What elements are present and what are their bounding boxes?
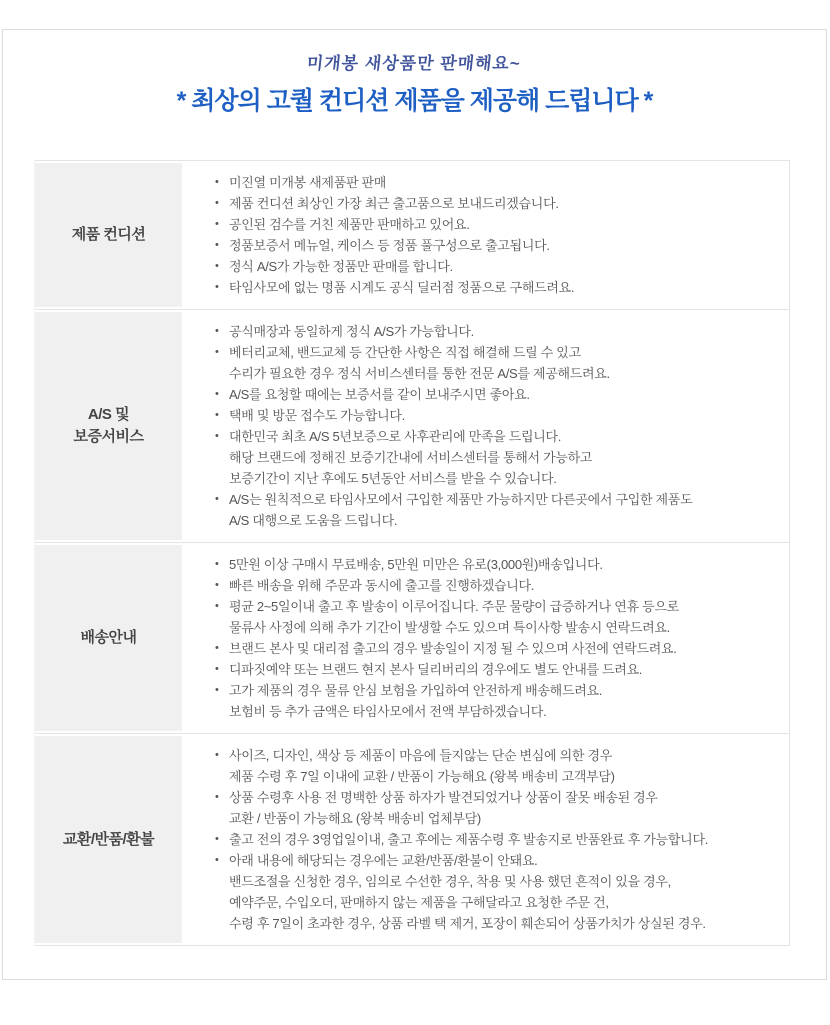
list-item-line: 아래 내용에 해당되는 경우에는 교환/반품/환불이 안돼요. xyxy=(229,853,538,868)
list-item xyxy=(215,829,773,850)
list-item-line: 제품 수령 후 7일 이내에 교환 / 반품이 가능해요 (왕복 배송비 고객부담) xyxy=(229,769,615,784)
page-title: * 최상의 고퀄 컨디션 제품을 제공해 드립니다 * xyxy=(176,87,653,115)
list-item-line: 평균 2~5일이내 출고 후 발송이 이루어집니다. 주문 물량이 급증하거나 연휴 등으로 xyxy=(229,599,679,614)
list-item xyxy=(215,659,773,680)
list-item-line: 5만원 이상 구매시 무료배송, 5만원 미만은 유로(3,000원)배송입니다. xyxy=(229,557,603,572)
row-label xyxy=(35,734,182,945)
bullet-list xyxy=(215,745,773,934)
list-item-line: 타임사모에 없는 명품 시계도 공식 딜러점 정품으로 구해드려요. xyxy=(229,280,575,295)
bullet-icon: • xyxy=(215,600,219,612)
list-item xyxy=(215,554,773,575)
bullet-icon: • xyxy=(215,260,219,272)
bullet-icon: • xyxy=(215,218,219,230)
list-item-line: 빠른 배송을 위해 주문과 동시에 출고를 진행하겠습니다. xyxy=(229,578,535,593)
list-item-line: 보증기간이 지난 후에도 5년동안 서비스를 받을 수 있습니다. xyxy=(229,471,557,486)
bullet-list xyxy=(215,321,773,531)
row-content xyxy=(182,161,789,309)
list-item xyxy=(215,850,773,934)
list-item xyxy=(215,787,773,829)
bullet-icon: • xyxy=(215,684,219,696)
list-item-line: 대한민국 최초 A/S 5년보증으로 사후관리에 만족을 드립니다. xyxy=(229,429,562,444)
list-item xyxy=(215,342,773,384)
list-item-line: 수령 후 7일이 초과한 경우, 상품 라벨 택 제거, 포장이 훼손되어 상품가치가 상실된 경우. xyxy=(229,916,706,931)
row-label-line: 제품 컨디션 xyxy=(71,226,146,243)
list-item-line: 베터리교체, 밴드교체 등 간단한 사항은 직접 해결해 드릴 수 있고 xyxy=(229,345,581,360)
bullet-icon: • xyxy=(215,579,219,591)
row-label xyxy=(35,161,182,309)
row-label-line: A/S 및 xyxy=(87,406,130,423)
list-item-line: 제품 컨디션 최상인 가장 최근 출고품으로 보내드리겠습니다. xyxy=(229,196,559,211)
list-item xyxy=(215,256,773,277)
list-item-line: 정품보증서 메뉴얼, 케이스 등 정품 풀구성으로 출고됩니다. xyxy=(229,238,550,253)
list-item-line: 택배 및 방문 접수도 가능합니다. xyxy=(229,408,405,423)
list-item xyxy=(215,384,773,405)
list-item-line: 디파짓예약 또는 브랜드 현지 본사 딜리버리의 경우에도 별도 안내를 드려요. xyxy=(229,662,643,677)
bullet-icon: • xyxy=(215,854,219,866)
list-item xyxy=(215,745,773,787)
header xyxy=(3,30,826,117)
list-item xyxy=(215,575,773,596)
bullet-icon: • xyxy=(215,642,219,654)
list-item xyxy=(215,193,773,214)
row-label-line: 보증서비스 xyxy=(73,428,144,445)
row-content xyxy=(182,734,789,945)
bullet-icon: • xyxy=(215,663,219,675)
info-table xyxy=(34,160,790,946)
tagline: 미개봉 새상품만 판매해요~ xyxy=(306,54,523,73)
bullet-icon: • xyxy=(215,558,219,570)
product-info-card xyxy=(2,29,827,980)
list-item-line: 해당 브랜드에 정해진 보증기간내에 서비스센터를 통해서 가능하고 xyxy=(229,450,593,465)
list-item-line: 브랜드 본사 및 대리점 출고의 경우 발송일이 지정 될 수 있으며 사전에 연락드려요. xyxy=(229,641,677,656)
bullet-icon: • xyxy=(215,346,219,358)
bullet-icon: • xyxy=(215,388,219,400)
list-item-line: 고가 제품의 경우 물류 안심 보험을 가입하여 안전하게 배송해드려요. xyxy=(229,683,603,698)
bullet-icon: • xyxy=(215,430,219,442)
bullet-icon: • xyxy=(215,791,219,803)
list-item-line: 미진열 미개봉 새제품판 판매 xyxy=(229,175,387,190)
list-item-line: 공식매장과 동일하게 정식 A/S가 가능합니다. xyxy=(229,324,474,339)
list-item-line: 상품 수령후 사용 전 명백한 상품 하자가 발견되었거나 상품이 잘못 배송된 경우 xyxy=(229,790,658,805)
list-item-line: 예약주문, 수입오더, 판매하지 않는 제품을 구해달라고 요청한 주문 건, xyxy=(229,895,609,910)
row-label xyxy=(35,543,182,733)
row-content xyxy=(182,543,789,733)
table-row xyxy=(35,161,789,310)
list-item-line: A/S 대행으로 도움을 드립니다. xyxy=(229,513,398,528)
bullet-icon: • xyxy=(215,409,219,421)
list-item xyxy=(215,680,773,722)
list-item xyxy=(215,235,773,256)
table-row xyxy=(35,310,789,543)
list-item-line: A/S는 원칙적으로 타임사모에서 구입한 제품만 가능하지만 다른곳에서 구입한 제품도 xyxy=(229,492,693,507)
bullet-icon: • xyxy=(215,493,219,505)
list-item-line: 보험비 등 추가 금액은 타임사모에서 전액 부담하겠습니다. xyxy=(229,704,547,719)
bullet-list xyxy=(215,554,773,722)
row-content xyxy=(182,310,789,542)
list-item-line: 사이즈, 디자인, 색상 등 제품이 마음에 들지않는 단순 변심에 의한 경우 xyxy=(229,748,612,763)
list-item xyxy=(215,638,773,659)
table-row xyxy=(35,734,789,946)
bullet-icon: • xyxy=(215,325,219,337)
bullet-icon: • xyxy=(215,281,219,293)
row-label-line: 배송안내 xyxy=(80,629,137,646)
list-item xyxy=(215,172,773,193)
bullet-icon: • xyxy=(215,833,219,845)
row-label xyxy=(35,310,182,542)
bullet-icon: • xyxy=(215,197,219,209)
list-item xyxy=(215,405,773,426)
row-label-line: 교환/반품/환불 xyxy=(62,830,155,848)
table-row xyxy=(35,543,789,734)
list-item-line: 물류사 사정에 의해 추가 기간이 발생할 수도 있으며 특이사항 발송시 연락드려요. xyxy=(229,620,670,635)
list-item xyxy=(215,426,773,489)
list-item-line: 밴드조절을 신청한 경우, 임의로 수선한 경우, 착용 및 사용 했던 흔적이 있을 경우, xyxy=(229,874,671,889)
list-item-line: 교환 / 반품이 가능해요 (왕복 배송비 업체부담) xyxy=(229,811,481,826)
list-item-line: A/S를 요청할 때에는 보증서를 같이 보내주시면 좋아요. xyxy=(229,387,530,402)
bullet-icon: • xyxy=(215,749,219,761)
list-item xyxy=(215,596,773,638)
bullet-list xyxy=(215,172,773,298)
list-item-line: 수리가 필요한 경우 정식 서비스센터를 통한 전문 A/S를 제공해드려요. xyxy=(229,366,610,381)
list-item xyxy=(215,214,773,235)
list-item xyxy=(215,489,773,531)
list-item-line: 출고 전의 경우 3영업일이내, 출고 후에는 제품수령 후 발송지로 반품완료 후 가능합니다. xyxy=(229,832,709,847)
list-item-line: 정식 A/S가 가능한 정품만 판매를 합니다. xyxy=(229,259,453,274)
list-item xyxy=(215,321,773,342)
bullet-icon: • xyxy=(215,239,219,251)
list-item xyxy=(215,277,773,298)
bullet-icon: • xyxy=(215,176,219,188)
list-item-line: 공인된 검수를 거친 제품만 판매하고 있어요. xyxy=(229,217,470,232)
